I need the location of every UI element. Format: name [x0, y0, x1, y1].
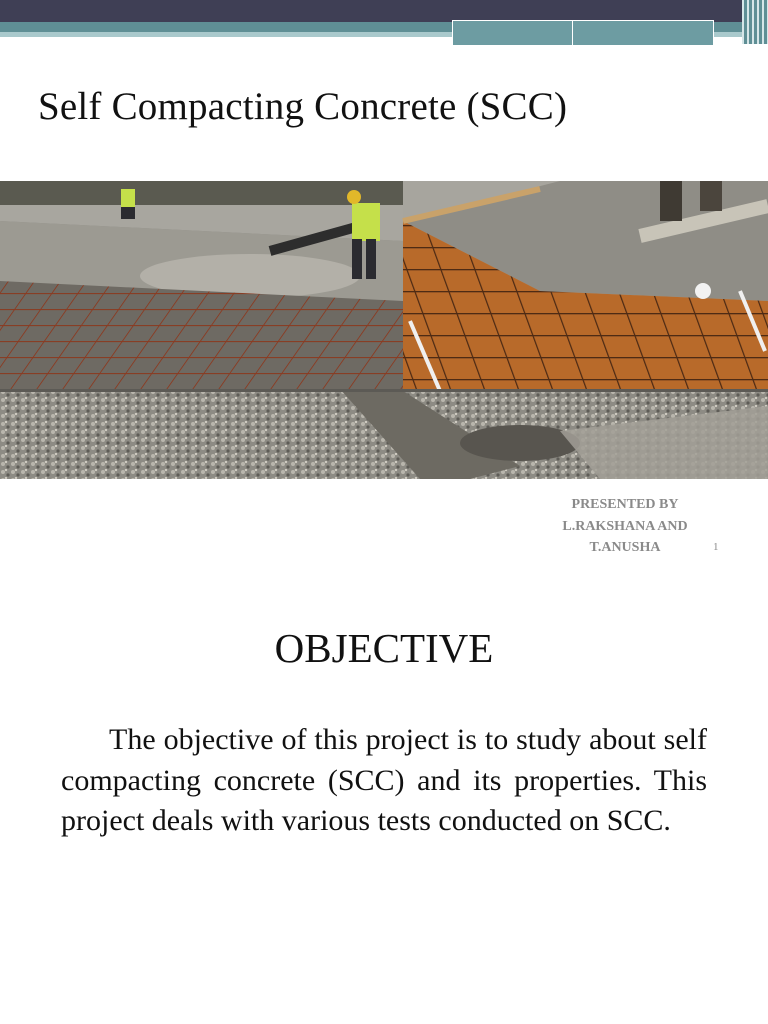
presenter-block — [540, 494, 710, 559]
concrete-flow-aggregate-photo — [0, 389, 768, 479]
header-tab-decoration — [452, 20, 574, 46]
objective-text — [61, 720, 707, 842]
presenter-name: T.ANUSHA — [589, 540, 661, 555]
objective-heading: OBJECTIVE — [274, 625, 494, 671]
page-number: 1 — [713, 541, 719, 553]
header-tab-decoration — [572, 20, 714, 46]
header-corner-decoration — [742, 0, 768, 44]
photo-collage — [0, 181, 768, 479]
presenter-name: L.RAKSHANA AND — [562, 518, 688, 534]
objective-paragraph: The objective of this project is to study about self compacting concrete (SCC) and its properties. This project deals with various tests conducted on SCC. — [61, 723, 707, 837]
header-band — [0, 0, 768, 22]
concrete-screed-rebar-photo — [403, 181, 768, 391]
slide-title: Self Compacting Concrete (SCC) — [38, 85, 568, 128]
presenter-label: PRESENTED BY — [571, 497, 679, 512]
concrete-pour-rebar-photo — [0, 181, 403, 391]
